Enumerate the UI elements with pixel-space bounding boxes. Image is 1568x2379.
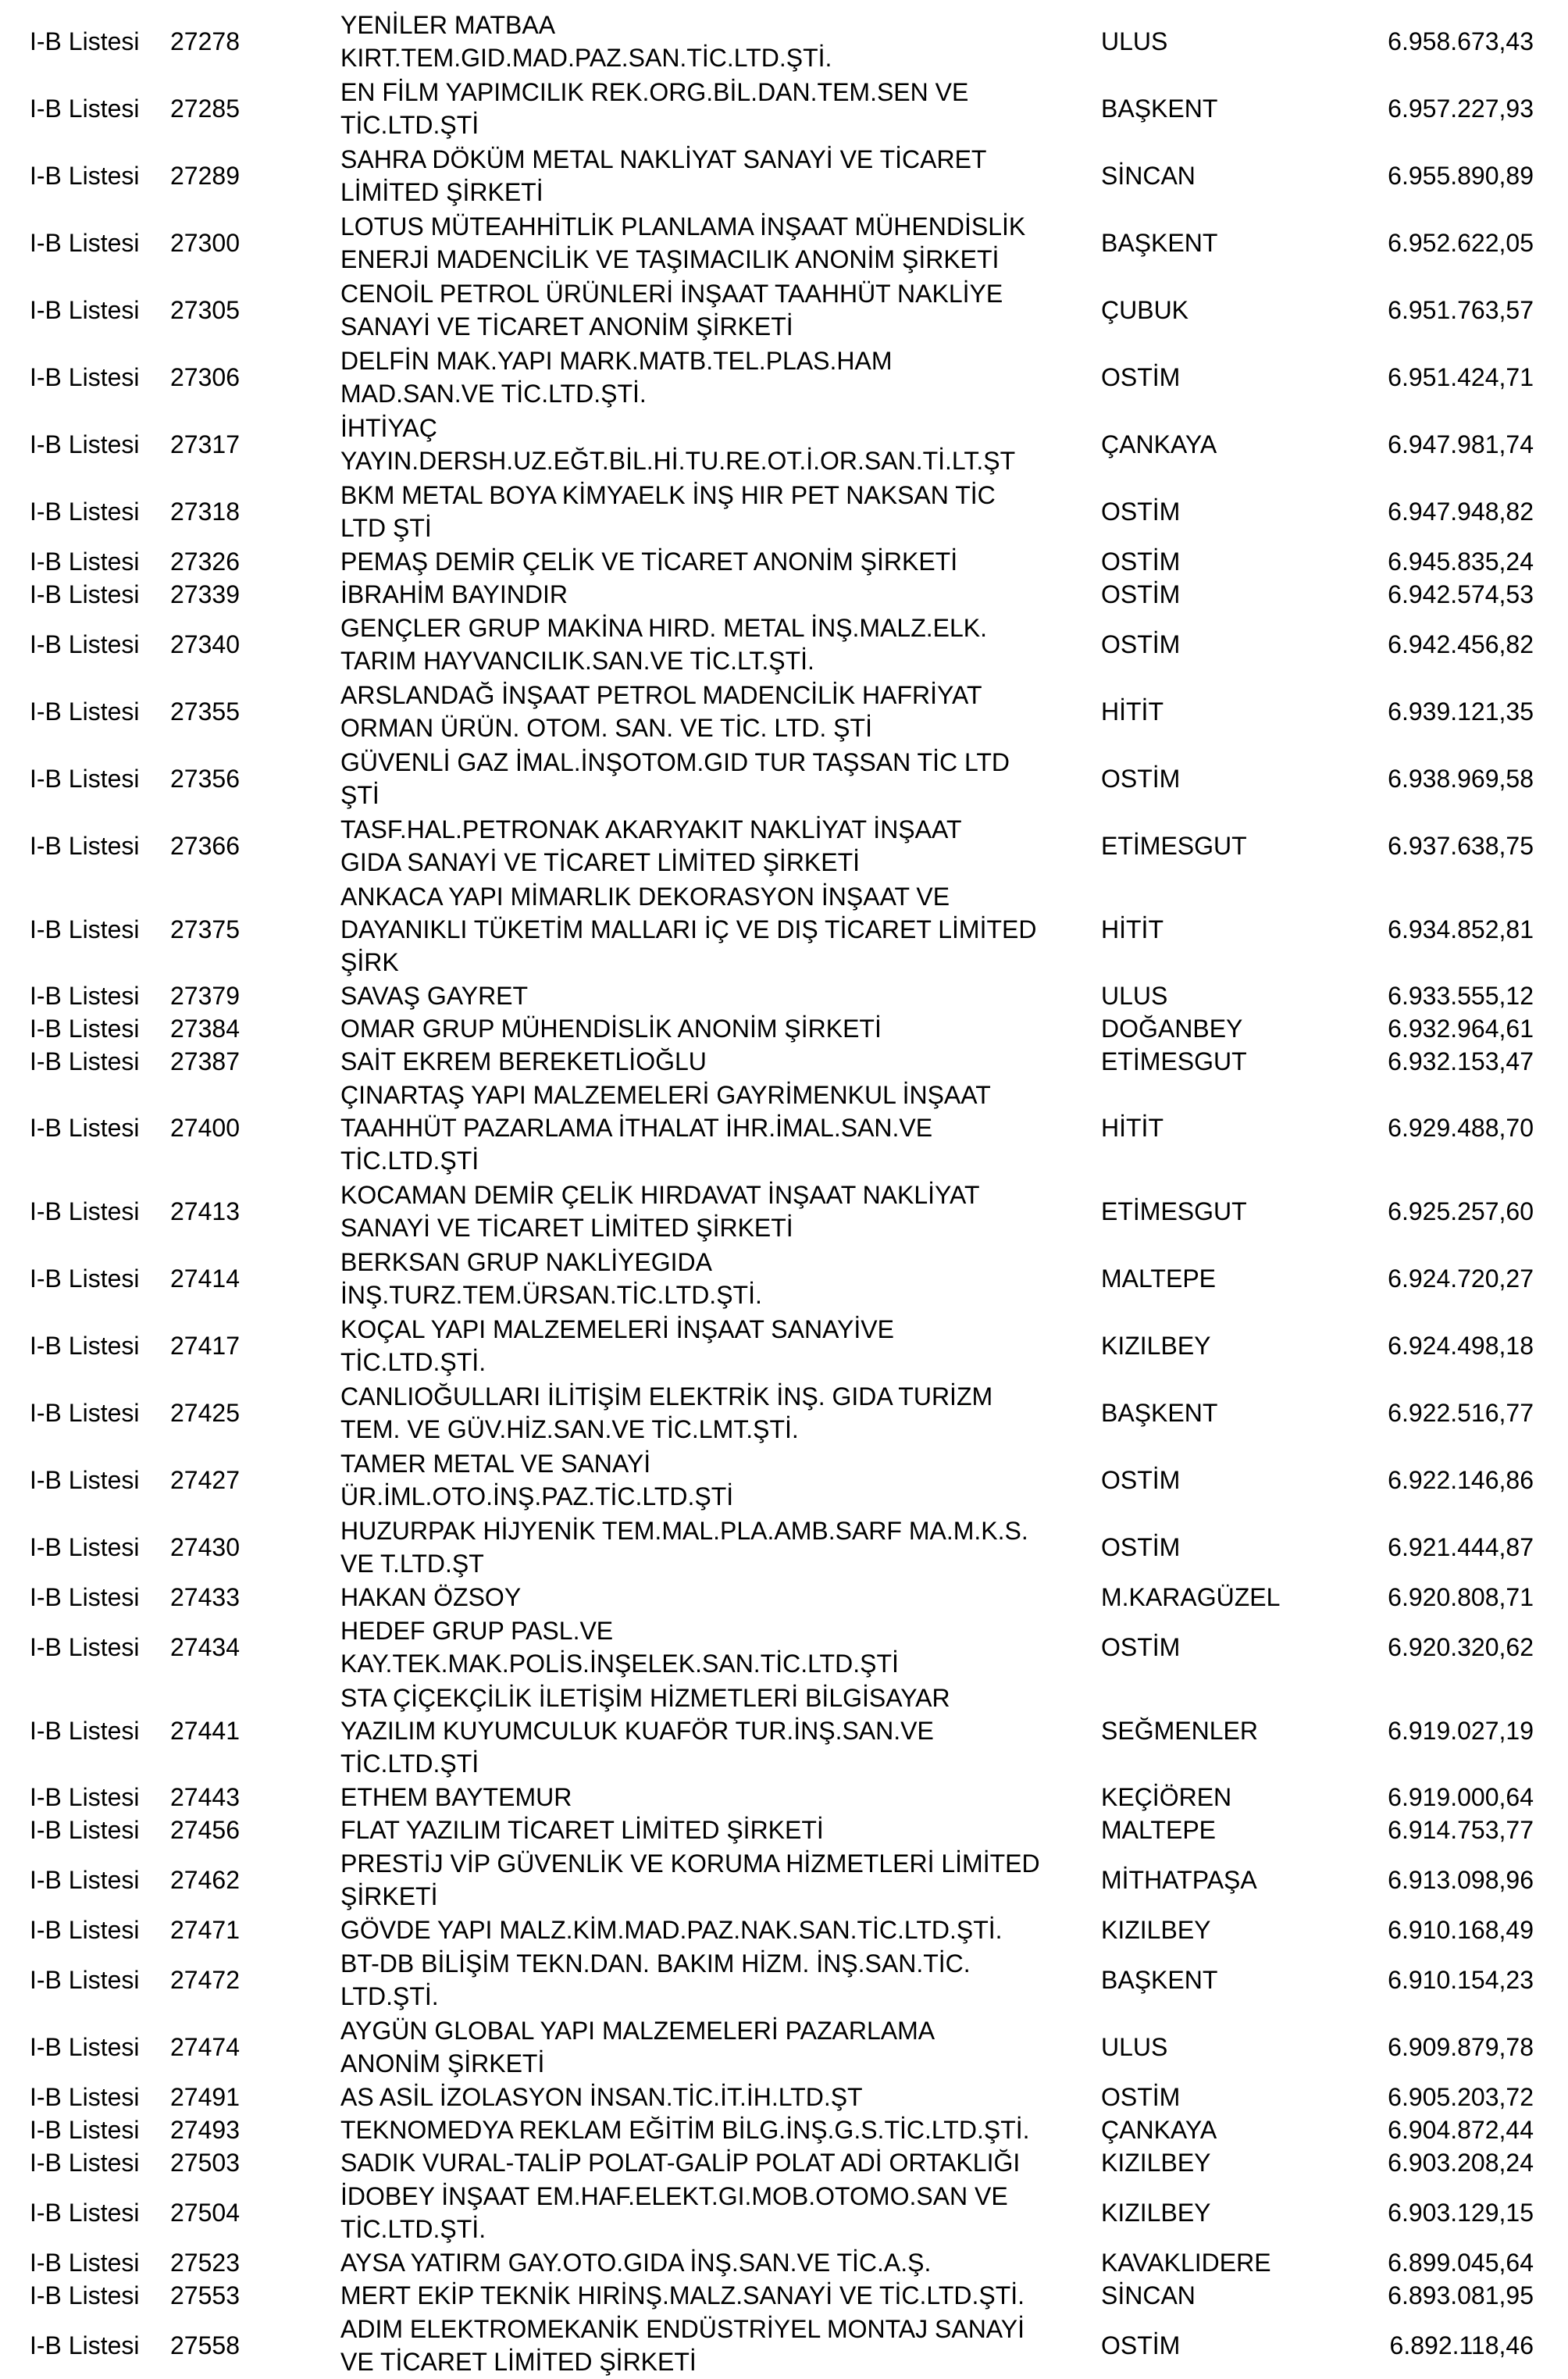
record-number-cell: 27306 [170,363,240,391]
list-type-cell: I-B Listesi [30,630,140,658]
district-cell: ÇANKAYA [1101,430,1217,458]
district-cell: BAŞKENT [1101,95,1218,123]
company-name-cell: PEMAŞ DEMİR ÇELİK VE TİCARET ANONİM ŞİRKETİ [340,547,958,576]
amount-cell: 6.932.153,47 [1388,1047,1534,1075]
amount-cell: 6.910.154,23 [1388,1966,1534,1994]
amount-cell: 6.922.516,77 [1388,1399,1534,1427]
record-number-cell: 27326 [170,547,240,576]
record-number-cell: 27430 [170,1533,240,1561]
table-row [0,879,1568,979]
list-type-cell: I-B Listesi [30,2116,140,2144]
list-type-cell: I-B Listesi [30,2033,140,2061]
record-number-cell: 27356 [170,765,240,793]
debtor-table [0,8,1568,2379]
company-name-cell: BERKSAN GRUP NAKLİYEGIDA İNŞ.TURZ.TEM.ÜRSAN.TİC.LTD.ŞTİ. [340,1248,762,1309]
record-number-cell: 27375 [170,915,240,943]
amount-cell: 6.903.129,15 [1388,2199,1534,2227]
district-cell: ETİMESGUT [1101,1197,1247,1225]
company-name-cell: PRESTİJ VİP GÜVENLİK VE KORUMA HİZMETLERİ LİMİTED ŞİRKETİ [340,1849,1040,1910]
amount-cell: 6.942.456,82 [1388,630,1534,658]
record-number-cell: 27366 [170,832,240,860]
company-name-cell: İDOBEY İNŞAAT EM.HAF.ELEKT.GI.MOB.OTOMO.SAN VE TİC.LTD.ŞTİ. [340,2182,1008,2243]
company-name-cell: MERT EKİP TEKNİK HIRİNŞ.MALZ.SANAYİ VE TİC.LTD.ŞTİ. [340,2281,1025,2309]
district-cell: MİTHATPAŞA [1101,1866,1257,1894]
amount-cell: 6.913.098,96 [1388,1866,1534,1894]
table-row [0,2179,1568,2246]
record-number-cell: 27414 [170,1264,240,1293]
company-name-cell: FLAT YAZILIM TİCARET LİMİTED ŞİRKETİ [340,1816,824,1844]
table-row [0,812,1568,879]
district-cell: ÇUBUK [1101,296,1189,324]
table-row [0,1012,1568,1045]
district-cell: SİNCAN [1101,2281,1196,2309]
record-number-cell: 27289 [170,162,240,190]
amount-cell: 6.947.981,74 [1388,430,1534,458]
amount-cell: 6.919.000,64 [1388,1783,1534,1811]
table-row [0,611,1568,678]
list-type-cell: I-B Listesi [30,2199,140,2227]
amount-cell: 6.924.720,27 [1388,1264,1534,1293]
district-cell: HİTİT [1101,1114,1164,1142]
amount-cell: 6.903.208,24 [1388,2149,1534,2177]
district-cell: OSTİM [1101,2083,1181,2111]
amount-cell: 6.924.498,18 [1388,1332,1534,1360]
amount-cell: 6.920.808,71 [1388,1583,1534,1611]
record-number-cell: 27278 [170,27,240,55]
district-cell: ULUS [1101,982,1168,1010]
company-name-cell: GÖVDE YAPI MALZ.KİM.MAD.PAZ.NAK.SAN.TİC.LTD.ŞTİ. [340,1916,1003,1944]
list-type-cell: I-B Listesi [30,296,140,324]
record-number-cell: 27462 [170,1866,240,1894]
table-row [0,1078,1568,1178]
list-type-cell: I-B Listesi [30,27,140,55]
record-number-cell: 27474 [170,2033,240,2061]
district-cell: OSTİM [1101,1633,1181,1661]
record-number-cell: 27503 [170,2149,240,2177]
company-name-cell: ADIM ELEKTROMEKANİK ENDÜSTRİYEL MONTAJ SANAYİ VE TİCARET LİMİTED ŞİRKETİ [340,2315,1025,2376]
table-row [0,2013,1568,2081]
list-type-cell: I-B Listesi [30,2249,140,2277]
record-number-cell: 27443 [170,1783,240,1811]
district-cell: OSTİM [1101,1466,1181,1494]
list-type-cell: I-B Listesi [30,430,140,458]
list-type-cell: I-B Listesi [30,1047,140,1075]
list-type-cell: I-B Listesi [30,1114,140,1142]
list-type-cell: I-B Listesi [30,1866,140,1894]
district-cell: OSTİM [1101,1533,1181,1561]
company-name-cell: ANKACA YAPI MİMARLIK DEKORASYON İNŞAAT VE DAYANIKLI TÜKETİM MALLARI İÇ VE DIŞ TİCARET LİMİTED ŞİRK [340,883,1037,976]
record-number-cell: 27425 [170,1399,240,1427]
amount-cell: 6.925.257,60 [1388,1197,1534,1225]
record-number-cell: 27305 [170,296,240,324]
record-number-cell: 27472 [170,1966,240,1994]
district-cell: BAŞKENT [1101,229,1218,257]
record-number-cell: 27379 [170,982,240,1010]
table-row [0,478,1568,545]
district-cell: KIZILBEY [1101,2199,1211,2227]
company-name-cell: AYGÜN GLOBAL YAPI MALZEMELERİ PAZARLAMA ANONİM ŞİRKETİ [340,2017,935,2078]
amount-cell: 6.952.622,05 [1388,229,1534,257]
company-name-cell: ÇINARTAŞ YAPI MALZEMELERİ GAYRİMENKUL İNŞAAT TAAHHÜT PAZARLAMA İTHALAT İHR.İMAL.SAN.VE TİC.LTD.ŞTİ [340,1081,991,1175]
district-cell: ULUS [1101,27,1168,55]
amount-cell: 6.947.948,82 [1388,498,1534,526]
list-type-cell: I-B Listesi [30,915,140,943]
list-type-cell: I-B Listesi [30,1015,140,1043]
list-type-cell: I-B Listesi [30,982,140,1010]
record-number-cell: 27417 [170,1332,240,1360]
district-cell: SİNCAN [1101,162,1196,190]
record-number-cell: 27400 [170,1114,240,1142]
company-name-cell: BT-DB BİLİŞİM TEKN.DAN. BAKIM HİZM. İNŞ.SAN.TİC. LTD.ŞTİ. [340,1949,971,2010]
amount-cell: 6.914.753,77 [1388,1816,1534,1844]
amount-cell: 6.929.488,70 [1388,1114,1534,1142]
record-number-cell: 27340 [170,630,240,658]
list-type-cell: I-B Listesi [30,1717,140,1745]
company-name-cell: ARSLANDAĞ İNŞAAT PETROL MADENCİLİK HAFRİYAT ORMAN ÜRÜN. OTOM. SAN. VE TİC. LTD. ŞTİ [340,681,982,742]
district-cell: BAŞKENT [1101,1966,1218,1994]
record-number-cell: 27441 [170,1717,240,1745]
amount-cell: 6.951.763,57 [1388,296,1534,324]
table-row [0,75,1568,142]
amount-cell: 6.909.879,78 [1388,2033,1534,2061]
table-row [0,578,1568,611]
list-type-cell: I-B Listesi [30,1816,140,1844]
table-row [0,2312,1568,2379]
company-name-cell: HUZURPAK HİJYENİK TEM.MAL.PLA.AMB.SARF MA.M.K.S. VE T.LTD.ŞT [340,1517,1028,1578]
list-type-cell: I-B Listesi [30,229,140,257]
list-type-cell: I-B Listesi [30,580,140,608]
company-name-cell: TEKNOMEDYA REKLAM EĞİTİM BİLG.İNŞ.G.S.TİC.LTD.ŞTİ. [340,2116,1030,2144]
table-row [0,2081,1568,2113]
amount-cell: 6.910.168,49 [1388,1916,1534,1944]
district-cell: OSTİM [1101,547,1181,576]
company-name-cell: YENİLER MATBAA KIRT.TEM.GID.MAD.PAZ.SAN.TİC.LTD.ŞTİ. [340,11,832,72]
list-type-cell: I-B Listesi [30,2083,140,2111]
company-name-cell: LOTUS MÜTEAHHİTLİK PLANLAMA İNŞAAT MÜHENDİSLİK ENERJİ MADENCİLİK VE TAŞIMACILIK ANONİM ŞİRKETİ [340,212,1026,273]
record-number-cell: 27317 [170,430,240,458]
district-cell: KIZILBEY [1101,1916,1211,1944]
list-type-cell: I-B Listesi [30,832,140,860]
district-cell: OSTİM [1101,363,1181,391]
list-type-cell: I-B Listesi [30,1399,140,1427]
company-name-cell: CANLIOĞULLARI İLİTİŞİM ELEKTRİK İNŞ. GIDA TURİZM TEM. VE GÜV.HİZ.SAN.VE TİC.LMT.ŞTİ. [340,1382,993,1443]
table-row [0,2279,1568,2312]
table-row [0,276,1568,344]
record-number-cell: 27523 [170,2249,240,2277]
district-cell: MALTEPE [1101,1264,1216,1293]
record-number-cell: 27387 [170,1047,240,1075]
list-type-cell: I-B Listesi [30,2331,140,2359]
table-row [0,1681,1568,1781]
amount-cell: 6.934.852,81 [1388,915,1534,943]
record-number-cell: 27285 [170,95,240,123]
district-cell: OSTİM [1101,630,1181,658]
amount-cell: 6.893.081,95 [1388,2281,1534,2309]
table-row [0,2113,1568,2146]
list-type-cell: I-B Listesi [30,1197,140,1225]
record-number-cell: 27300 [170,229,240,257]
amount-cell: 6.899.045,64 [1388,2249,1534,2277]
company-name-cell: İHTİYAÇ YAYIN.DERSH.UZ.EĞT.BİL.Hİ.TU.RE.OT.İ.OR.SAN.Tİ.LT.ŞT [340,414,1016,475]
district-cell: SEĞMENLER [1101,1717,1258,1745]
company-name-cell: AS ASİL İZOLASYON İNSAN.TİC.İT.İH.LTD.ŞT [340,2083,863,2111]
district-cell: KEÇİÖREN [1101,1783,1232,1811]
record-number-cell: 27504 [170,2199,240,2227]
amount-cell: 6.932.964,61 [1388,1015,1534,1043]
table-row [0,1581,1568,1614]
record-number-cell: 27384 [170,1015,240,1043]
table-body [0,8,1568,2379]
table-row [0,411,1568,478]
record-number-cell: 27318 [170,498,240,526]
company-name-cell: SAHRA DÖKÜM METAL NAKLİYAT SANAYİ VE TİCARET LİMİTED ŞİRKETİ [340,145,987,206]
amount-cell: 6.938.969,58 [1388,765,1534,793]
amount-cell: 6.921.444,87 [1388,1533,1534,1561]
company-name-cell: SAVAŞ GAYRET [340,982,529,1010]
list-type-cell: I-B Listesi [30,162,140,190]
list-type-cell: I-B Listesi [30,363,140,391]
table-row [0,2246,1568,2279]
table-row [0,979,1568,1012]
amount-cell: 6.942.574,53 [1388,580,1534,608]
district-cell: ULUS [1101,2033,1168,2061]
company-name-cell: TAMER METAL VE SANAYİ ÜR.İML.OTO.İNŞ.PAZ.TİC.LTD.ŞTİ [340,1450,734,1511]
amount-cell: 6.904.872,44 [1388,2116,1534,2144]
list-type-cell: I-B Listesi [30,95,140,123]
company-name-cell: EN FİLM YAPIMCILIK REK.ORG.BİL.DAN.TEM.SEN VE TİC.LTD.ŞTİ [340,78,969,139]
amount-cell: 6.958.673,43 [1388,27,1534,55]
district-cell: DOĞANBEY [1101,1015,1243,1043]
company-name-cell: OMAR GRUP MÜHENDİSLİK ANONİM ŞİRKETİ [340,1015,882,1043]
list-type-cell: I-B Listesi [30,1966,140,1994]
record-number-cell: 27558 [170,2331,240,2359]
company-name-cell: KOCAMAN DEMİR ÇELİK HIRDAVAT İNŞAAT NAKLİYAT SANAYİ VE TİCARET LİMİTED ŞİRKETİ [340,1181,980,1242]
list-type-cell: I-B Listesi [30,2149,140,2177]
district-cell: ETİMESGUT [1101,832,1247,860]
list-type-cell: I-B Listesi [30,547,140,576]
table-row [0,1814,1568,1846]
list-type-cell: I-B Listesi [30,1332,140,1360]
list-type-cell: I-B Listesi [30,1783,140,1811]
amount-cell: 6.937.638,75 [1388,832,1534,860]
table-row [0,1045,1568,1078]
record-number-cell: 27434 [170,1633,240,1661]
company-name-cell: GÜVENLİ GAZ İMAL.İNŞOTOM.GID TUR TAŞSAN TİC LTD ŞTİ [340,748,1010,809]
list-type-cell: I-B Listesi [30,765,140,793]
table-row [0,1946,1568,2013]
district-cell: ÇANKAYA [1101,2116,1217,2144]
record-number-cell: 27471 [170,1916,240,1944]
district-cell: OSTİM [1101,2331,1181,2359]
record-number-cell: 27355 [170,697,240,726]
district-cell: M.KARAGÜZEL [1101,1583,1281,1611]
district-cell: OSTİM [1101,765,1181,793]
record-number-cell: 27493 [170,2116,240,2144]
company-name-cell: BKM METAL BOYA KİMYAELK İNŞ HIR PET NAKSAN TİC LTD ŞTİ [340,481,996,542]
record-number-cell: 27433 [170,1583,240,1611]
amount-cell: 6.892.118,46 [1389,2331,1534,2359]
amount-cell: 6.951.424,71 [1388,363,1534,391]
table-row [0,1312,1568,1379]
company-name-cell: CENOİL PETROL ÜRÜNLERİ İNŞAAT TAAHHÜT NAKLİYE SANAYİ VE TİCARET ANONİM ŞİRKETİ [340,280,1003,341]
table-row [0,142,1568,209]
table-row [0,678,1568,745]
company-name-cell: STA ÇİÇEKÇİLİK İLETİŞİM HİZMETLERİ BİLGİSAYAR YAZILIM KUYUMCULUK KUAFÖR TUR.İNŞ.SAN.VE TİC.LTD.ŞTİ [340,1684,950,1778]
table-row [0,1846,1568,1914]
list-type-cell: I-B Listesi [30,1533,140,1561]
record-number-cell: 27491 [170,2083,240,2111]
district-cell: ETİMESGUT [1101,1047,1247,1075]
table-row [0,2146,1568,2179]
table-row [0,1245,1568,1312]
table-row [0,209,1568,276]
table-row [0,545,1568,578]
list-type-cell: I-B Listesi [30,1916,140,1944]
list-type-cell: I-B Listesi [30,1466,140,1494]
district-cell: OSTİM [1101,498,1181,526]
table-row [0,1178,1568,1245]
record-number-cell: 27339 [170,580,240,608]
company-name-cell: İBRAHİM BAYINDIR [340,580,568,608]
table-row [0,1614,1568,1681]
list-type-cell: I-B Listesi [30,498,140,526]
list-type-cell: I-B Listesi [30,2281,140,2309]
district-cell: KIZILBEY [1101,2149,1211,2177]
amount-cell: 6.955.890,89 [1388,162,1534,190]
district-cell: HİTİT [1101,915,1164,943]
district-cell: HİTİT [1101,697,1164,726]
list-type-cell: I-B Listesi [30,697,140,726]
list-type-cell: I-B Listesi [30,1633,140,1661]
record-number-cell: 27427 [170,1466,240,1494]
table-row [0,1446,1568,1514]
table-row [0,1514,1568,1581]
company-name-cell: SADIK VURAL-TALİP POLAT-GALİP POLAT ADİ ORTAKLIĞI [340,2149,1021,2177]
district-cell: KAVAKLIDERE [1101,2249,1271,2277]
amount-cell: 6.920.320,62 [1388,1633,1534,1661]
amount-cell: 6.905.203,72 [1388,2083,1534,2111]
district-cell: MALTEPE [1101,1816,1216,1844]
district-cell: KIZILBEY [1101,1332,1211,1360]
amount-cell: 6.945.835,24 [1388,547,1534,576]
record-number-cell: 27413 [170,1197,240,1225]
company-name-cell: ETHEM BAYTEMUR [340,1783,572,1811]
table-row [0,745,1568,812]
table-row [0,8,1568,75]
company-name-cell: HEDEF GRUP PASL.VE KAY.TEK.MAK.POLİS.İNŞELEK.SAN.TİC.LTD.ŞTİ [340,1617,899,1678]
district-cell: BAŞKENT [1101,1399,1218,1427]
record-number-cell: 27553 [170,2281,240,2309]
company-name-cell: KOÇAL YAPI MALZEMELERİ İNŞAAT SANAYİVE TİC.LTD.ŞTİ. [340,1315,894,1376]
record-number-cell: 27456 [170,1816,240,1844]
company-name-cell: AYSA YATIRM GAY.OTO.GIDA İNŞ.SAN.VE TİC.A.Ş. [340,2249,932,2277]
amount-cell: 6.919.027,19 [1388,1717,1534,1745]
table-row [0,1781,1568,1814]
table-row [0,1914,1568,1946]
list-type-cell: I-B Listesi [30,1264,140,1293]
table-row [0,344,1568,411]
company-name-cell: GENÇLER GRUP MAKİNA HIRD. METAL İNŞ.MALZ.ELK. TARIM HAYVANCILIK.SAN.VE TİC.LT.ŞTİ. [340,614,988,675]
table-row [0,1379,1568,1446]
amount-cell: 6.957.227,93 [1388,95,1534,123]
company-name-cell: HAKAN ÖZSOY [340,1583,522,1611]
amount-cell: 6.939.121,35 [1388,697,1534,726]
company-name-cell: TASF.HAL.PETRONAK AKARYAKIT NAKLİYAT İNŞAAT GIDA SANAYİ VE TİCARET LİMİTED ŞİRKETİ [340,815,962,876]
amount-cell: 6.933.555,12 [1388,982,1534,1010]
company-name-cell: SAİT EKREM BEREKETLİOĞLU [340,1047,707,1075]
amount-cell: 6.922.146,86 [1388,1466,1534,1494]
company-name-cell: DELFİN MAK.YAPI MARK.MATB.TEL.PLAS.HAM MAD.SAN.VE TİC.LTD.ŞTİ. [340,347,893,408]
list-type-cell: I-B Listesi [30,1583,140,1611]
district-cell: OSTİM [1101,580,1181,608]
